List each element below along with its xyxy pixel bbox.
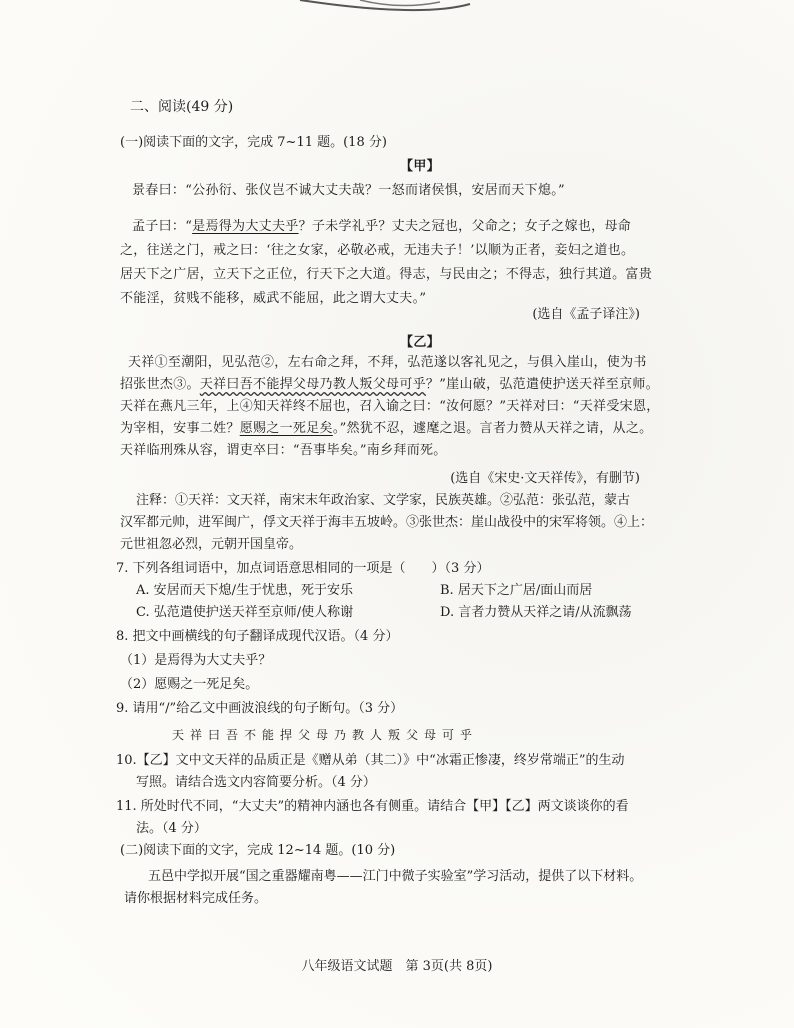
annotation-line: 元世祖忽必烈，元朝开国皇帝。 bbox=[120, 537, 303, 552]
section-title: 二、阅读(49 分) bbox=[130, 99, 234, 115]
passage-yi-line: 天祥在燕凡三年，上④知天祥终不屈也，召入谕之曰：“汝何愿？”天祥对曰：“天祥受宋恩， bbox=[120, 399, 660, 414]
question-7-option-c: C. 弘范遣使护送天祥至京师/使人称谢 bbox=[136, 605, 354, 620]
wavy-underlined-sentence: 天祥曰吾不能捍父母乃教人叛父母可乎 bbox=[199, 377, 426, 392]
question-7-option-d: D. 言者力赞从天祥之请/从流飘荡 bbox=[440, 605, 632, 620]
annotation-line: 注释：①天祥：文天祥，南宋末年政治家、文学家，民族英雄。②弘范：张弘范，蒙古 bbox=[136, 493, 631, 508]
passage-yi-line: 天祥临刑殊从容，谓吏卒曰：“吾事毕矣。”南乡拜而死。 bbox=[120, 443, 447, 458]
question-10-line: 10.【乙】文中文天祥的品质正是《赠从弟（其二）》中“冰霜正惨凄，终岁常端正”的生动 bbox=[116, 753, 625, 768]
question-8-sentence-1: （1）是焉得为大丈夫乎？ bbox=[120, 653, 272, 668]
question-7-option-a: A. 安居而天下熄/生于忧患，死于安乐 bbox=[136, 583, 354, 598]
passage-jia-line: 不能淫，贫贱不能移，威武不能屈，此之谓大丈夫。” bbox=[120, 291, 427, 306]
passage-jia-source: (选自《孟子译注》) bbox=[532, 307, 640, 322]
part2-intro-line: 五邑中学拟开展“国之重器耀南粤——江门中微子实验室”学习活动，提供了以下材料。 bbox=[148, 869, 643, 884]
annotation-line: 汉军都元帅，进军闽广，俘文天祥于海丰五坡岭。③张世杰：崖山战役中的宋军将领。④上： bbox=[120, 515, 654, 530]
page-footer: 八年级语文试题 第 3页(共 8页) bbox=[301, 959, 493, 974]
part2-instruction: (二)阅读下面的文字，完成 12~14 题。(10 分) bbox=[120, 843, 396, 858]
part2-intro-line: 请你根据材料完成任务。 bbox=[124, 891, 268, 906]
underlined-sentence: 是焉得为大丈夫乎 bbox=[192, 219, 299, 234]
question-10-line: 写照。请结合选文内容简要分析。（4 分） bbox=[136, 775, 376, 790]
passage-yi-line: 为宰相，安事二姓？愿赐之一死足矣。”然犹不忍，遽麾之退。言者力赞从天祥之请，从之。 bbox=[120, 421, 653, 436]
underlined-sentence: 愿赐之一死足矣 bbox=[239, 421, 333, 436]
passage-jia-line: 孟子曰：“是焉得为大丈夫乎？子未学礼乎？丈夫之冠也，父命之；女子之嫁也，母命 bbox=[132, 219, 632, 234]
scan-artifact-arc bbox=[0, 0, 794, 40]
passage-jia-heading: 【甲】 bbox=[400, 159, 440, 174]
question-8-stem: 8. 把文中画横线的句子翻译成现代汉语。（4 分） bbox=[116, 629, 399, 644]
passage-jia-line: 景春曰：“公孙衍、张仪岂不诚大丈夫哉？一怒而诸侯惧，安居而天下熄。” bbox=[132, 183, 565, 198]
question-11-line: 11. 所处时代不同，“大丈夫”的精神内涵也各有侧重。请结合【甲】【乙】两文谈谈你的看 bbox=[116, 799, 629, 814]
part1-instruction: (一)阅读下面的文字，完成 7~11 题。(18 分) bbox=[120, 135, 387, 150]
passage-jia-line: 居天下之广居，立天下之正位，行天下之大道。得志，与民由之；不得志，独行其道。富贵 bbox=[120, 267, 653, 282]
passage-jia-line: 之，往送之门，戒之曰：‘往之女家，必敬必戒，无违夫子！’以顺为正者，妾妇之道也。 bbox=[120, 243, 635, 258]
question-8-sentence-2: （2）愿赐之一死足矣。 bbox=[120, 677, 259, 692]
bleed-through-text bbox=[560, 112, 572, 129]
question-9-sentence: 天祥曰吾不能捍父母乃教人叛父母可乎 bbox=[172, 728, 479, 742]
question-7-stem: 7. 下列各组词语中，加点词语意思相同的一项是（ ）（3 分） bbox=[116, 561, 490, 576]
passage-yi-source: (选自《宋史·文天祥传》，有删节) bbox=[450, 471, 640, 486]
question-7-option-b: B. 居天下之广居/面山而居 bbox=[440, 583, 593, 598]
question-9-stem: 9. 请用“/”给乙文中画波浪线的句子断句。（3 分） bbox=[116, 701, 404, 716]
passage-yi-line: 招张世杰③。天祥曰吾不能捍父母乃教人叛父母可乎？”崖山破，弘范遣使护送天祥至京师。 bbox=[120, 377, 659, 392]
passage-yi-heading: 【乙】 bbox=[400, 335, 440, 350]
question-11-line: 法。（4 分） bbox=[136, 821, 207, 836]
passage-yi-line: 天祥①至潮阳，见弘范②，左右命之拜，不拜，弘范遂以客礼见之，与俱入崖山，使为书 bbox=[128, 355, 647, 370]
